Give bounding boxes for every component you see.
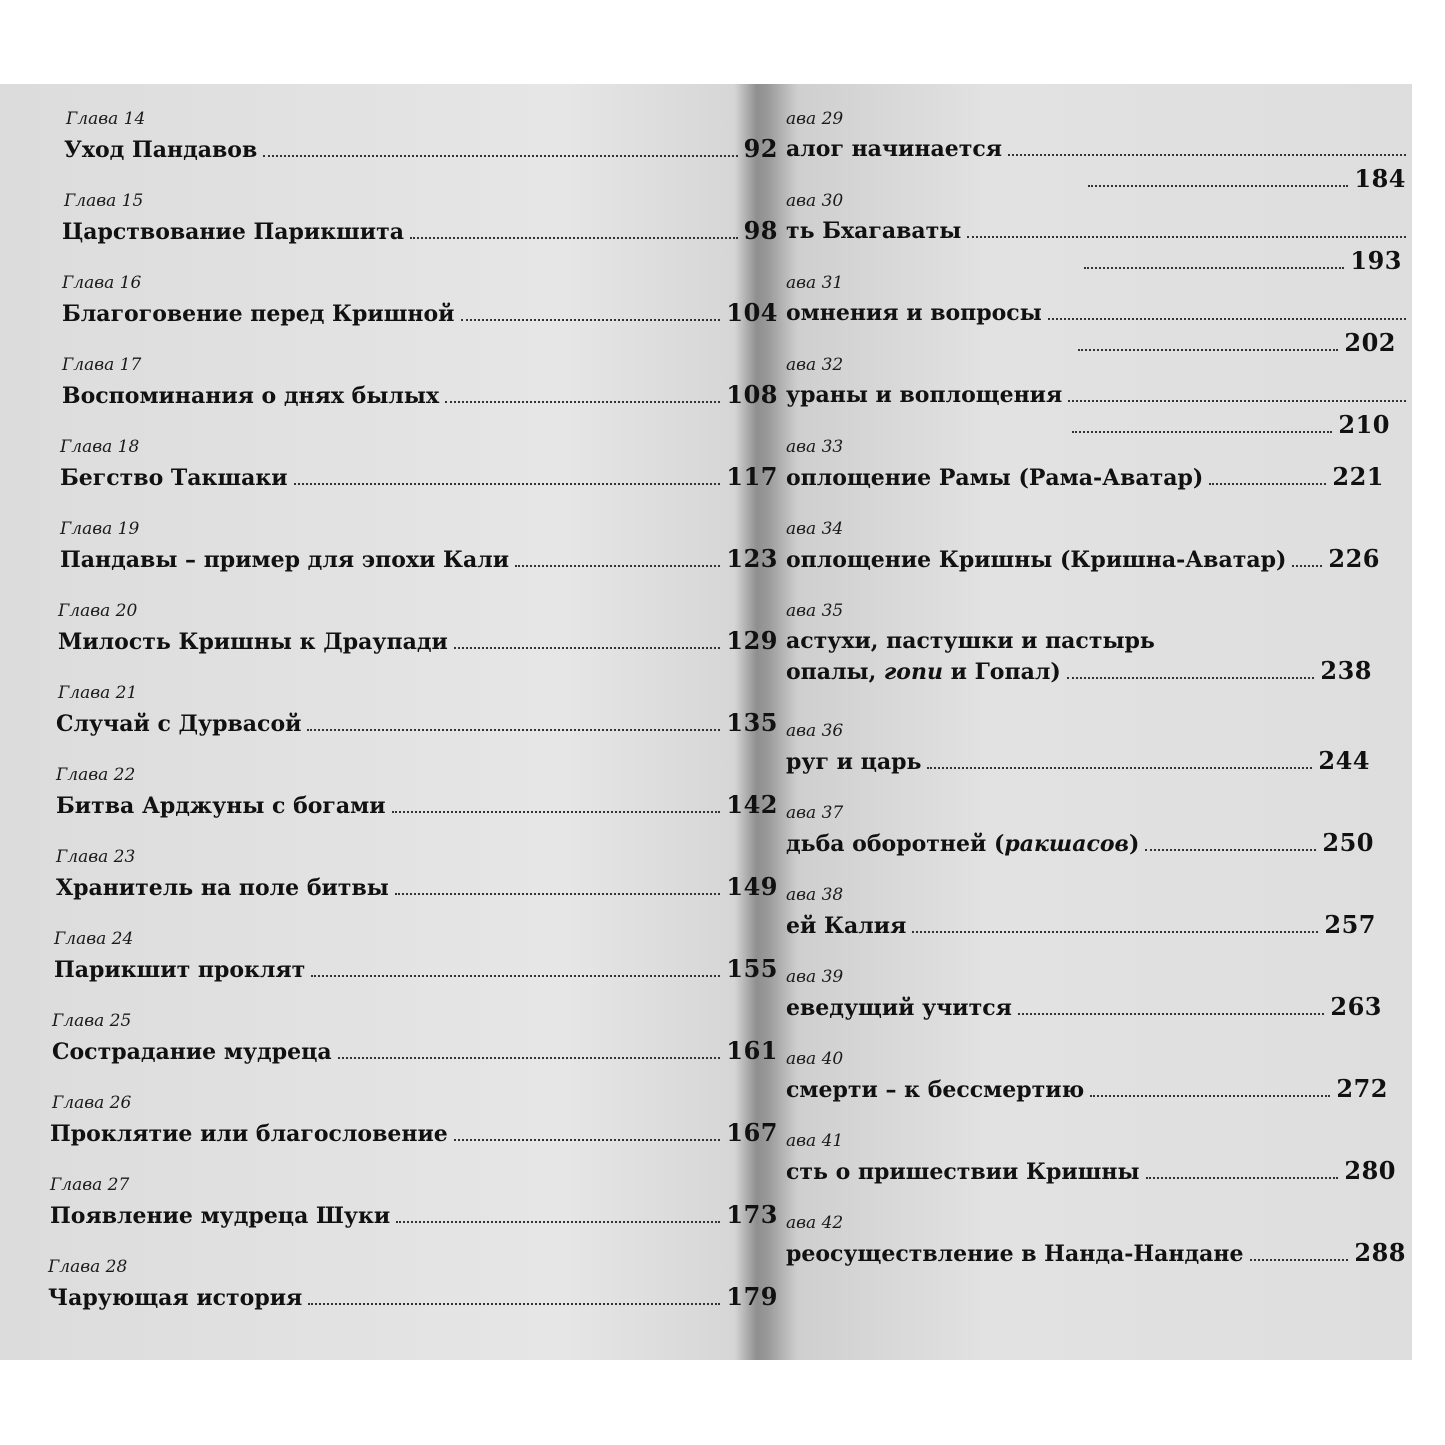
chapter-title: Пандавы – пример для эпохи Кали [60,547,510,573]
chapter-label: ава 41 [786,1131,844,1151]
chapter-label: ава 40 [786,1049,844,1069]
toc-line [48,1200,778,1232]
page-number: 167 [726,1118,778,1147]
toc-line [786,828,1374,860]
chapter-label: ава 34 [786,519,844,539]
page-number: 108 [726,380,778,409]
chapter-label: ава 29 [786,109,844,129]
dot-leader [454,1119,721,1141]
chapter-label: Глава 27 [50,1175,130,1195]
toc-entry [786,600,1406,688]
page-number: 221 [1332,462,1384,491]
dot-leader [1250,1239,1349,1261]
page-number: 179 [726,1282,778,1311]
toc-entry [48,682,778,740]
chapter-label: ава 39 [786,967,844,987]
toc-line [786,1156,1396,1188]
toc-line [48,1282,778,1314]
chapter-label: ава 35 [786,601,844,621]
chapter-title: оплощение Кришны (Кришна-Аватар) [786,547,1287,573]
dot-leader [1209,463,1326,485]
page-number: 149 [726,872,778,901]
chapter-label: Глава 15 [64,191,144,211]
dot-leader [1018,993,1324,1015]
dot-leader [338,1037,721,1059]
dot-leader [1008,134,1406,156]
toc-entry [48,190,778,248]
dot-leader [1068,380,1406,402]
page-number: 104 [726,298,778,327]
chapter-title: Воспоминания о днях былых [62,383,440,409]
dot-leader [515,545,720,567]
toc-line [786,1074,1388,1106]
page-number: 244 [1318,746,1370,775]
toc-line [48,872,778,904]
chapter-title: сть о пришествии Кришны [786,1159,1140,1185]
chapter-label: ава 30 [786,191,844,211]
toc-line [786,746,1370,778]
chapter-title: Царствование Парикшита [62,219,404,245]
chapter-title: Проклятие или благословение [50,1121,448,1147]
toc-entry [48,1256,778,1314]
toc-entry [786,802,1406,860]
toc-line [786,992,1382,1024]
chapter-title: дьба оборотней (ракшасов) [786,831,1140,857]
chapter-label: Глава 21 [58,683,138,703]
toc-entry [48,928,778,986]
chapter-label: Глава 23 [56,847,136,867]
toc-line [786,134,1406,198]
chapter-title-line2: опалы, гопи и Гопал) [786,659,1061,685]
chapter-title: Чарующая история [48,1285,303,1311]
toc-line [48,462,778,494]
dot-leader [1048,298,1406,320]
page-number: 193 [1350,246,1402,275]
page-number: 202 [1344,328,1396,357]
toc-entry [48,354,778,412]
dot-leader [1078,329,1338,351]
dot-leader [912,911,1318,933]
toc-entry [48,1010,778,1068]
chapter-title: ть Бхагаваты [786,218,962,244]
toc-line [786,1238,1406,1270]
chapter-title: Уход Пандавов [64,137,258,163]
dot-leader [1090,1075,1330,1097]
page-number: 129 [726,626,778,655]
chapter-label: ава 31 [786,273,844,293]
chapter-title: астухи, пастушки и пастырь [786,628,1155,654]
dot-leader [263,135,737,157]
chapter-title: ей Калия [786,913,907,939]
toc-entry [786,884,1406,942]
page-number: 135 [726,708,778,737]
page-number: 238 [1320,656,1372,685]
toc-entry [786,108,1406,198]
dot-leader [1088,165,1348,187]
chapter-title: Битва Арджуны с богами [56,793,386,819]
chapter-label: Глава 14 [66,109,146,129]
toc-line [48,954,778,986]
chapter-title: Появление мудреца Шуки [50,1203,391,1229]
toc-entry [48,436,778,494]
chapter-label: Глава 16 [62,273,142,293]
toc-entry [786,1048,1406,1106]
chapter-title: руг и царь [786,749,922,775]
page-number: 263 [1330,992,1382,1021]
chapter-label: ава 33 [786,437,844,457]
toc-line [786,216,1406,280]
toc-line [48,134,778,166]
toc-entry [786,272,1406,362]
toc-entry [48,600,778,658]
chapter-label: Глава 26 [52,1093,132,1113]
chapter-title: Бегство Такшаки [60,465,288,491]
chapter-label: Глава 18 [60,437,140,457]
page-number: 210 [1338,410,1390,439]
chapter-label: Глава 22 [56,765,136,785]
dot-leader [1292,545,1322,567]
dot-leader [396,1201,720,1223]
dot-leader [967,216,1406,238]
toc-line [786,544,1380,576]
toc-entry [786,1130,1406,1188]
chapter-label: Глава 25 [52,1011,132,1031]
toc-line [48,544,778,576]
chapter-title: оплощение Рамы (Рама-Аватар) [786,465,1204,491]
toc-entry [48,1092,778,1150]
dot-leader [308,1283,720,1305]
toc-line [786,298,1406,362]
chapter-label: ава 36 [786,721,844,741]
chapter-title: Хранитель на поле битвы [56,875,389,901]
toc-entry [48,108,778,166]
dot-leader [395,873,721,895]
dot-leader [392,791,721,813]
dot-leader [1072,411,1332,433]
chapter-label: Глава 24 [54,929,134,949]
toc-entry [786,1212,1406,1270]
page-number: 250 [1322,828,1374,857]
chapter-title: алог начинается [786,136,1002,162]
dot-leader [311,955,720,977]
toc-line [48,1036,778,1068]
page-number: 280 [1344,1156,1396,1185]
page-number: 117 [726,462,778,491]
dot-leader [461,299,721,321]
dot-leader [1145,829,1316,851]
left-page [0,84,780,1360]
page-number: 98 [743,216,778,245]
chapter-label: ава 37 [786,803,844,823]
dot-leader [445,381,720,403]
chapter-label: Глава 20 [58,601,138,621]
chapter-label: Глава 28 [48,1257,128,1277]
toc-line [786,910,1376,942]
toc-line [786,462,1384,494]
toc-entry [48,1174,778,1232]
toc-entry [786,518,1406,576]
page-number: 161 [726,1036,778,1065]
chapter-title: омнения и вопросы [786,300,1042,326]
dot-leader [1067,657,1315,679]
chapter-label: Глава 17 [62,355,142,375]
toc-entry [786,190,1406,280]
chapter-title: Парикшит проклят [54,957,306,983]
toc-entry [48,846,778,904]
book-spread [0,84,1412,1360]
dot-leader [927,747,1312,769]
chapter-label: ава 38 [786,885,844,905]
page-number: 142 [726,790,778,819]
toc-entry [786,966,1406,1024]
chapter-title: смерти – к бессмертию [786,1077,1085,1103]
chapter-title: Благоговение перед Кришной [62,301,455,327]
toc-line [48,626,778,658]
toc-entry [48,272,778,330]
toc-line [48,216,778,248]
toc-entry [786,354,1406,444]
toc-entry [786,436,1406,494]
dot-leader [294,463,721,485]
page-number: 257 [1324,910,1376,939]
chapter-title: ураны и воплощения [786,382,1063,408]
chapter-title: Милость Кришны к Драупади [58,629,448,655]
chapter-title: еведущий учится [786,995,1012,1021]
toc-line [48,708,778,740]
page-number: 92 [743,134,778,163]
page-number: 272 [1336,1074,1388,1103]
toc-entry [48,764,778,822]
dot-leader [307,709,720,731]
dot-leader [410,217,738,239]
chapter-label: Глава 19 [60,519,140,539]
chapter-label: ава 42 [786,1213,844,1233]
page-number: 173 [726,1200,778,1229]
toc-line [48,1118,778,1150]
dot-leader [1084,247,1344,269]
dot-leader [454,627,721,649]
toc-line [48,790,778,822]
chapter-title: Случай с Дурвасой [56,711,302,737]
toc-entry [786,720,1406,778]
toc-line [48,298,778,330]
toc-line [786,656,1372,688]
page-number: 123 [726,544,778,573]
page-number: 288 [1354,1238,1406,1267]
chapter-label: ава 32 [786,355,844,375]
page-number: 184 [1354,164,1406,193]
dot-leader [1146,1157,1339,1179]
toc-line [786,380,1406,444]
chapter-title: реосуществление в Нанда-Нандане [786,1241,1244,1267]
toc-entry [48,518,778,576]
page-number: 155 [726,954,778,983]
toc-line [48,380,778,412]
right-page [780,84,1412,1360]
chapter-title: Сострадание мудреца [52,1039,332,1065]
page-number: 226 [1328,544,1380,573]
